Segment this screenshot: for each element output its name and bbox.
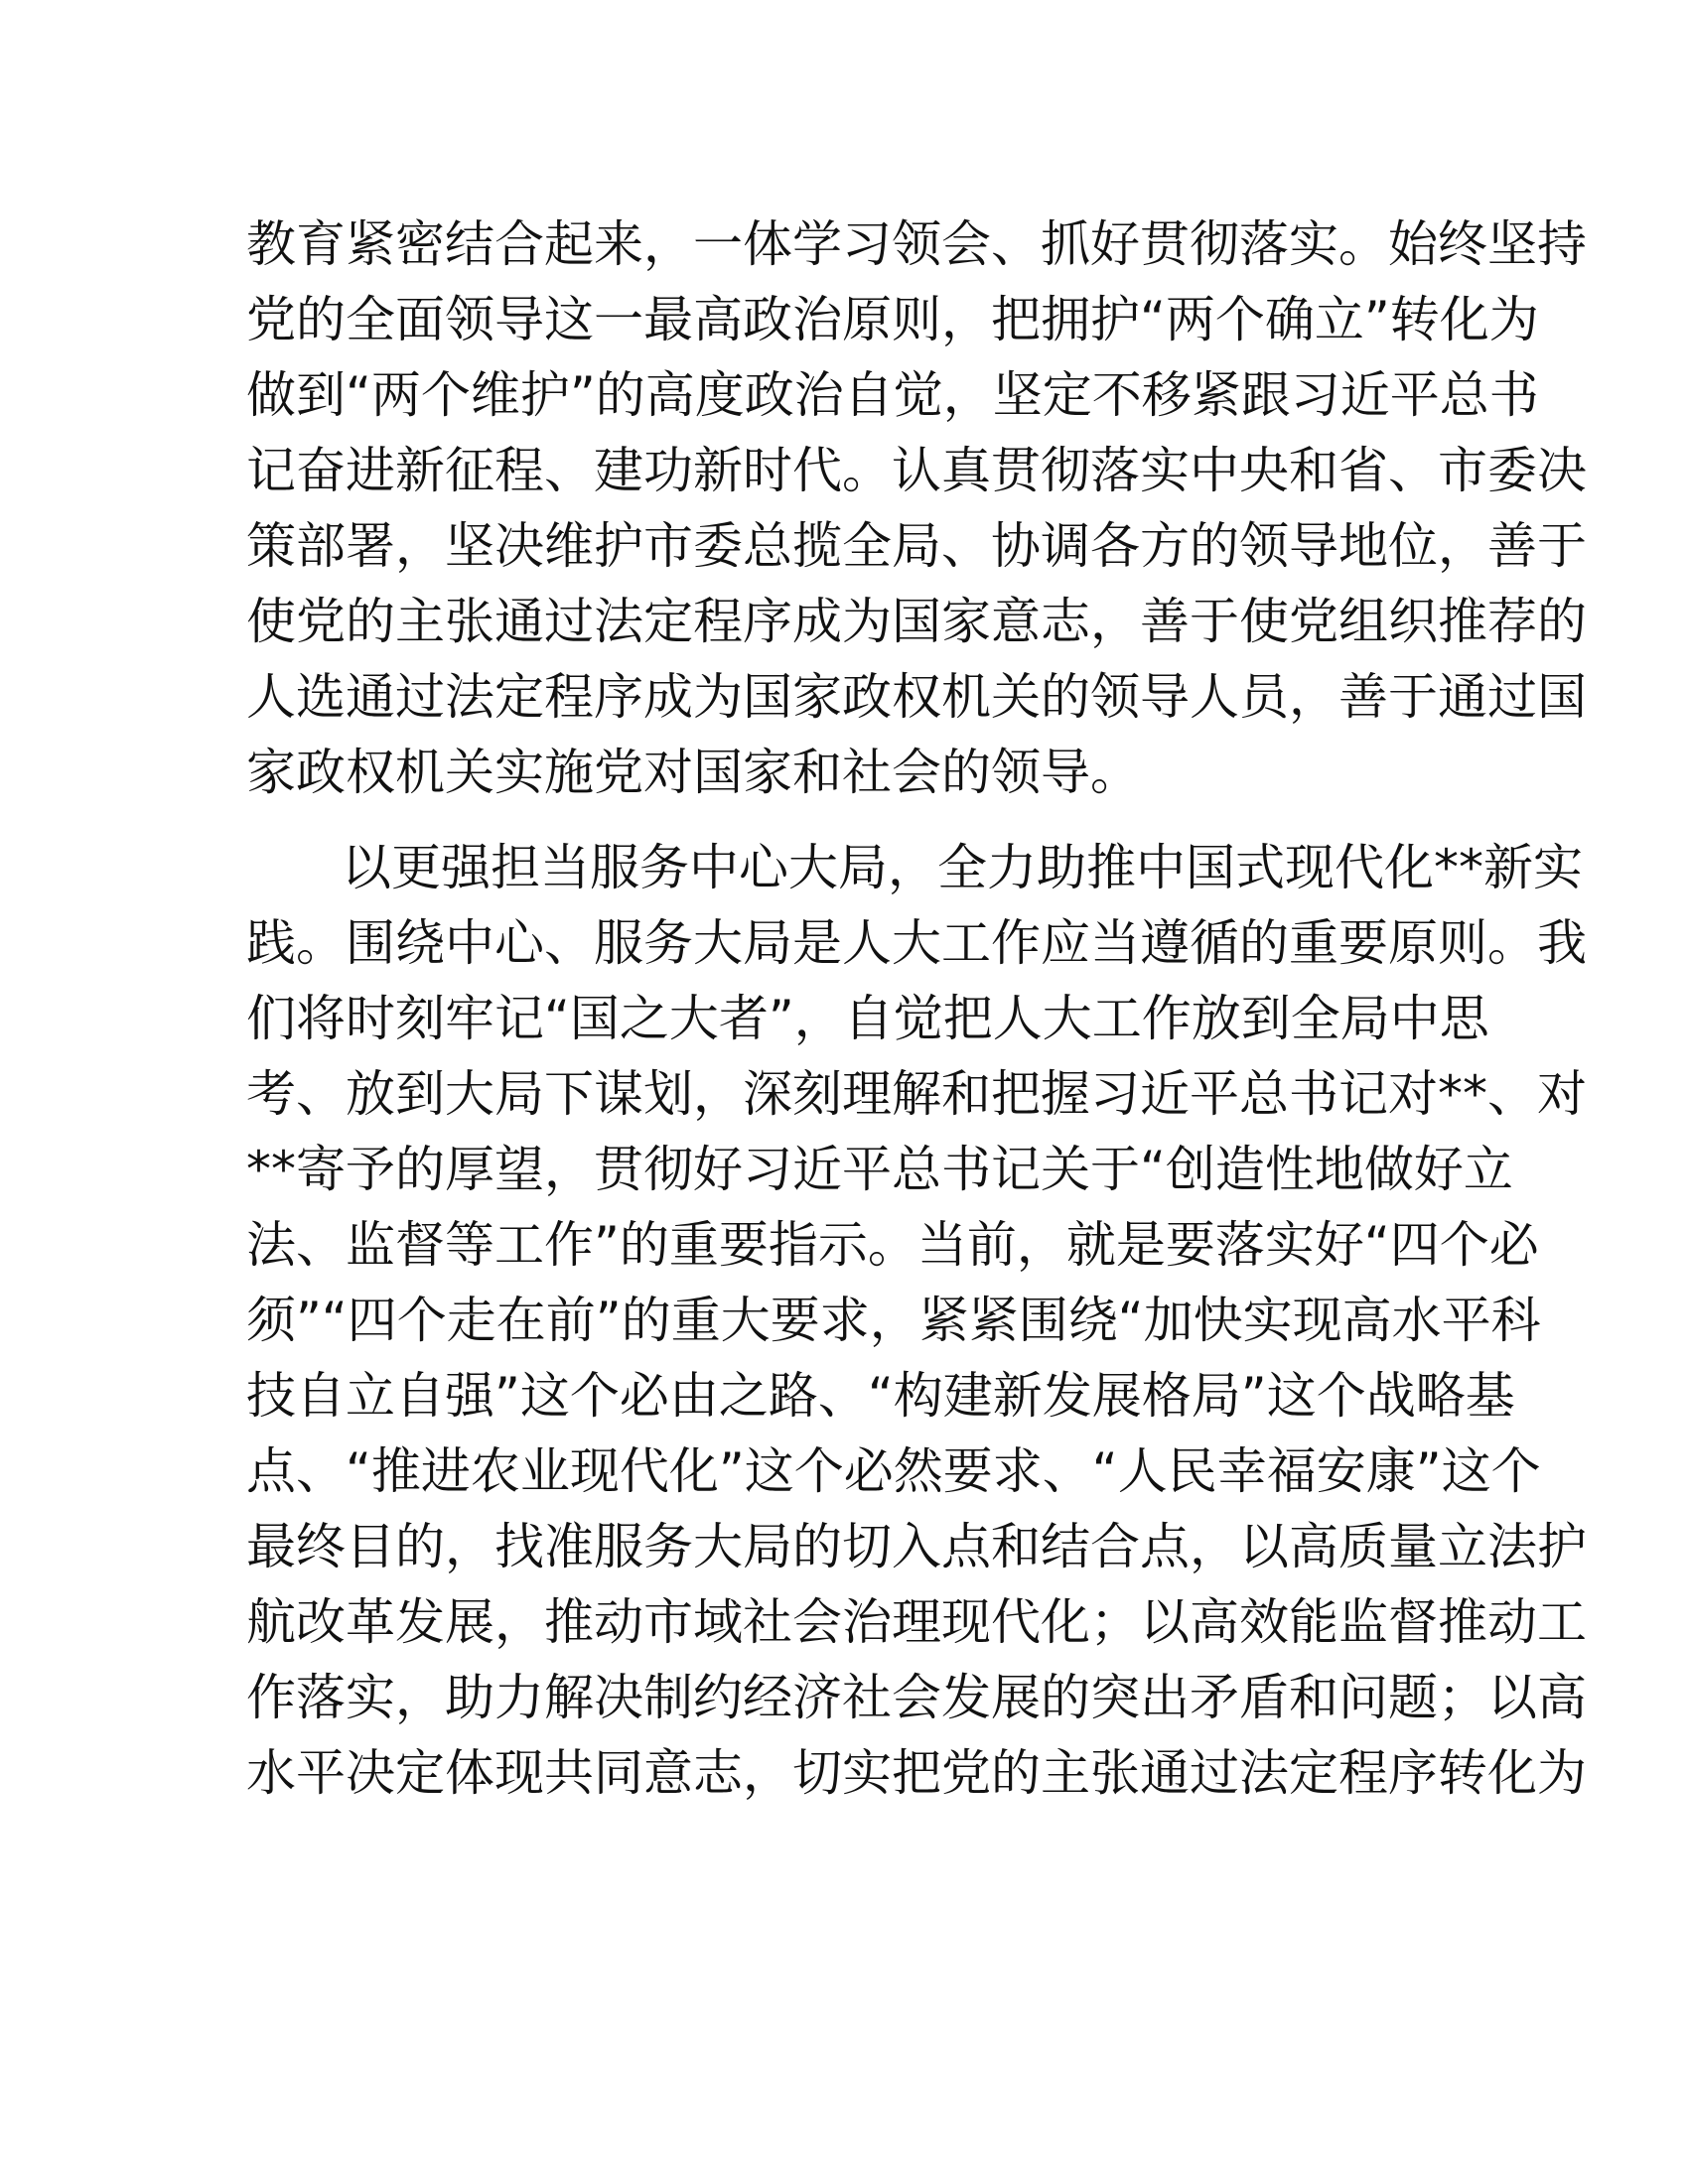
paragraph-1 xyxy=(246,206,1587,810)
text-line: 策部署，坚决维护市委总揽全局、协调各方的领导地位，善于 xyxy=(246,517,1587,575)
text-line: 教育紧密结合起来，一体学习领会、抓好贯彻落实。始终坚持 xyxy=(246,215,1587,273)
text-line: 须”“四个走在前”的重大要求，紧紧围绕“加快实现高水平科 xyxy=(246,1292,1541,1349)
paragraph-2 xyxy=(246,830,1587,1811)
text-line: 做到“两个维护”的高度政治自觉，坚定不移紧跟习近平总书 xyxy=(246,366,1539,424)
text-line: 践。围绕中心、服务大局是人大工作应当遵循的重要原则。我 xyxy=(246,914,1587,972)
text-line: 技自立自强”这个必由之路、“构建新发展格局”这个战略基 xyxy=(246,1367,1515,1425)
document-body xyxy=(246,206,1587,1811)
text-line: 们将时刻牢记“国之大者”，自觉把人大工作放到全局中思 xyxy=(246,990,1489,1047)
text-line: 法、监督等工作”的重要指示。当前，就是要落实好“四个必 xyxy=(246,1216,1539,1274)
text-line: **寄予的厚望，贯彻好习近平总书记关于“创造性地做好立 xyxy=(246,1141,1513,1198)
text-line: 使党的主张通过法定程序成为国家意志，善于使党组织推荐的 xyxy=(246,593,1587,650)
text-line: 以更强担当服务中心大局，全力助推中国式现代化**新实 xyxy=(342,839,1583,896)
text-line: 最终目的，找准服务大局的切入点和结合点，以高质量立法护 xyxy=(246,1518,1587,1575)
text-line: 点、“推进农业现代化”这个必然要求、“人民幸福安康”这个 xyxy=(246,1442,1541,1500)
text-line: 记奋进新征程、建功新时代。认真贯彻落实中央和省、市委决 xyxy=(246,442,1587,499)
text-line: 考、放到大局下谋划，深刻理解和把握习近平总书记对**、对 xyxy=(246,1065,1587,1123)
text-line: 作落实，助力解决制约经济社会发展的突出矛盾和问题；以高 xyxy=(246,1669,1587,1726)
text-line: 人选通过法定程序成为国家政权机关的领导人员，善于通过国 xyxy=(246,668,1587,726)
text-line: 党的全面领导这一最高政治原则，把拥护“两个确立”转化为 xyxy=(246,291,1539,348)
text-line: 航改革发展，推动市域社会治理现代化；以高效能监督推动工 xyxy=(246,1593,1587,1651)
text-line: 水平决定体现共同意志，切实把党的主张通过法定程序转化为 xyxy=(246,1744,1587,1802)
text-line: 家政权机关实施党对国家和社会的领导。 xyxy=(246,744,1140,801)
